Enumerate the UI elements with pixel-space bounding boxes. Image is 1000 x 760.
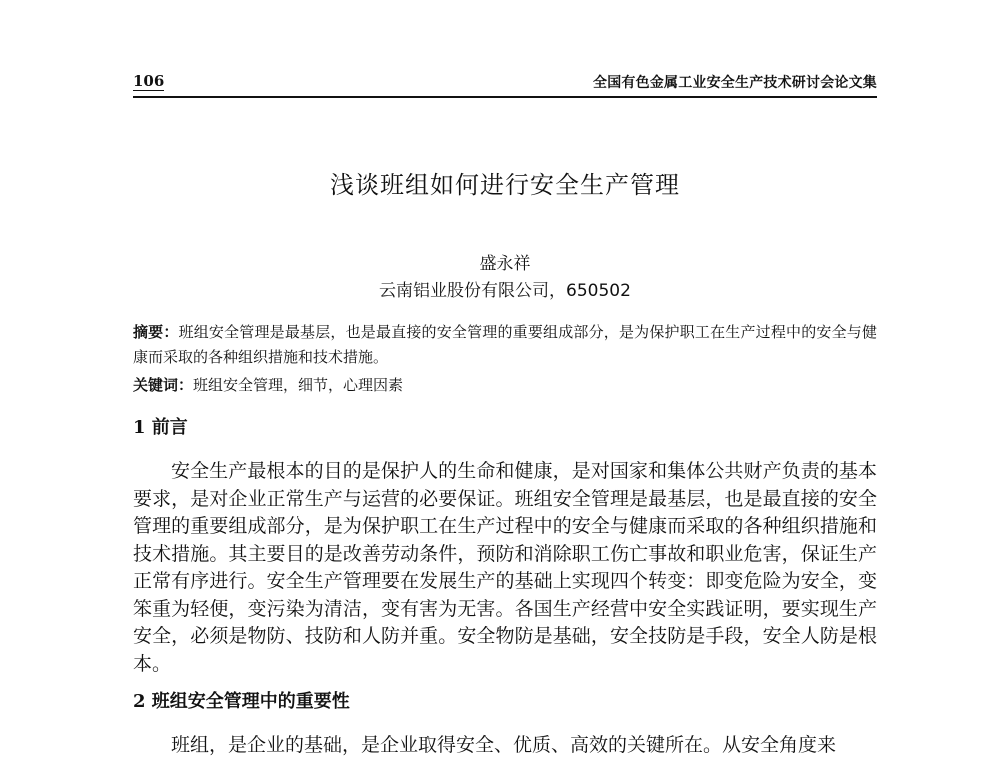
article-title: 浅谈班组如何进行安全生产管理 <box>330 171 680 199</box>
keywords-label: 关键词： <box>133 376 194 394</box>
page-number: 106 <box>133 72 165 90</box>
page-header <box>133 70 877 98</box>
keywords-text: 班组安全管理，细节，心理因素 <box>193 376 404 394</box>
author-affiliation: 云南铝业股份有限公司，650502 <box>379 281 631 301</box>
author-name: 盛永祥 <box>479 254 531 274</box>
abstract-label: 摘要： <box>133 323 179 341</box>
abstract <box>133 320 877 370</box>
section-paragraph-introduction: 安全生产最根本的目的是保护人的生命和健康，是对国家和集体公共财产负责的基本要求，是对企业正常生产与运营的必要保证。班组安全管理是最基层，也是最直接的安全管理的重要组成部分，是为保护职工在生产过程中的安全与健康而采取的各种组织措施和技术措施。其主要目的是改善劳动条件，预防和消除职工伤亡事故和职业危害，保证生产正常有序进行。安全生产管理要在发展生产的基础上实现四个转变：即变危险为安全，变笨重为轻便，变污染为清洁，变有害为无害。各国生产经营中安全实践证明，要实现生产安全，必须是物防、技防和人防并重。安全物防是基础，安全技防是手段，安全人防是根本。 <box>133 460 877 675</box>
keywords <box>133 373 877 398</box>
abstract-text: 班组安全管理是最基层，也是最直接的安全管理的重要组成部分，是为保护职工在生产过程中的安全与健康而采取的各种组织措施和技术措施。 <box>133 323 877 366</box>
running-title: 全国有色金属工业安全生产技术研讨会论文集 <box>593 75 877 91</box>
section-heading-introduction: 1 前言 <box>133 417 188 438</box>
section-heading-importance: 2 班组安全管理中的重要性 <box>133 691 350 712</box>
section-paragraph-importance: 班组，是企业的基础，是企业取得安全、优质、高效的关键所在。从安全角度来 <box>171 734 837 756</box>
